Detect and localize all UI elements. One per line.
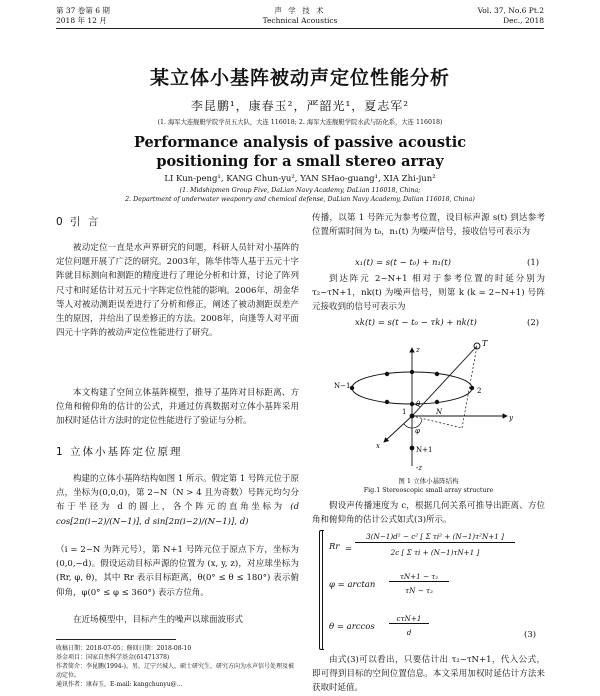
target-line [412,346,477,416]
elevation-denominator: d [406,628,412,637]
element-dot [435,400,439,404]
elevation-lhs: θ = arccos [329,622,375,632]
authors-chinese: 李昆鹏¹，康春玉²，严韶光¹，夏志军² [190,99,410,113]
coordinate-formula: (d cos[2π(i−2)/(N−1)], d sin[2π(i−2)/(N−1)], d) [56,502,300,527]
equation-3-number: (3) [524,630,537,640]
affiliation-chinese: (1. 海军大连舰艇学院学员五大队，大连 116018; 2. 海军大连舰艇学院水武与防化系，大连 116018) [157,119,443,126]
label-z-minus: -z [416,464,423,472]
figure-caption-english: Fig.1 Stereoscopic small array structure [363,487,494,494]
element-dot [435,372,439,376]
label-T: T [482,339,488,348]
equation-2: xk(t) = s(t − t₀ − τk) + nk(t) [355,318,477,328]
issue-info: Vol. 37, No.6 Pt.2 Dec., 2018 [477,6,544,25]
volume-info: 第 37 卷第 6 期 2018 年 12 月 [56,6,110,25]
intro-paragraph-2: 本文构建了空间立体基阵模型，推导了基阵对目标距离、方位角和俯仰角的估计的公式，并通过仿真数据对立体小基阵采用加权时延估计方法时的定位性能进行了验证与分析。 [56,388,299,427]
figure-caption-chinese: 图 1 立体小基阵结构 [398,477,459,485]
label-phi: φ [415,427,420,435]
element-2-dot [470,386,474,390]
array-structure-figure [312,338,545,474]
label-N-minus-1: N−1 [334,382,351,390]
intro-paragraph-1: 被动定位一直是水声界研究的问题，科研人员针对小基阵的定位问题开展了广泛的研究。2003年，陈华伟等人基于五元十字阵就目标测向和测距的精度进行了理论分析和计算，讨论了阵列尺寸和时延估计对五元十字阵定位性能的影响。2006年，胡金华等人对被动测距误差进行了分析和修正，阐述了被动测距误差产生的原因，并给出了误差修正的方法。2008年，向逢等人对平面四元十字阵的被动声定位性能进行了研究。 [56,243,299,339]
label-z: z [416,346,420,354]
equation-1-number: (1) [527,258,540,268]
range-numerator: 3(N−1)d² − c² [ Σ τi² + (N−1)τ²N+1 ] [355,532,515,543]
journal-header [56,6,544,29]
label-y: y [509,414,513,422]
azimuth-denominator: τN − τ₂ [405,586,433,595]
footnotes: 收稿日期：2018-07-05；修回日期：2018-08-10 基金项目：国家自然科学基金(61471378) 作者简介：李昆鹏(1994-)，男，辽宁兴城人，硕士研究生，研究方向为水声信号处理及被动定位。 通讯作者：康春玉，E-mail: kangchunyu@… [56,645,294,688]
x-axis [384,416,412,442]
element-n-plus-1-dot [410,446,415,451]
azimuth-lhs: φ = arctan [329,580,376,590]
signal-paragraph-2: 到达阵元 2~N+1 相对于参考位置的时延分别为 τ₂~τN+1，nk(t) 为噪声信号，则第 k (k = 2~N+1) 号阵元接收到的信号可表示为 [312,274,545,313]
journal-name: 声 学 技 术 Technical Acoustics [262,6,338,25]
authors-english: LI Kun-peng¹, KANG Chun-yu², YAN SHao-guang¹, XIA Zhi-jun² [164,174,436,184]
title-chinese: 某立体小基阵被动声定位性能分析 [149,67,450,89]
label-N-plus-1: N+1 [416,446,433,454]
label-2: 2 [477,387,482,395]
title-english: Performance analysis of passive acoustic positioning for a small stereo array [133,134,467,170]
azimuth-numerator: τN+1 − τ₂ [389,572,449,582]
principle-paragraph-1b: （i = 2~N 为阵元号），第 N+1 号阵元位于原点下方，坐标为 (0,0,−d)。假设运动目标声源的位置为 (x, y, z)，对应球坐标为 (Rr, φ, θ)，其中 Rr 表示目标距离，θ(0° ≤ θ ≤ 180°) 表示俯仰角，φ(0° ≤ φ ≤ 360°) 表示方位角。 [56,545,299,598]
conclusion-paragraph: 由式(3)可以看出，只要估计出 τ₂~τN+1，代入公式，即可得到目标的空间位置信息。本文采用加权时延估计方法来获取时延值。 [312,655,545,694]
element-dot [385,400,389,404]
element-dot [385,372,389,376]
element-n-minus-1-dot [350,386,354,390]
footnote-rule [56,639,176,640]
label-1: 1 [402,408,407,416]
principle-paragraph-2: 在近场模型中，目标产生的噪声以球面波形式 [73,615,244,625]
equation-3-system: Rr = 3(N−1)d² − c² [ Σ τi² + (N−1)τ²N+1 ] 2c [ Σ τi + (N−1)τN+1 ] φ = arctan τN+1 − τ₂ τN − τ₂ θ = arccos cτN+1 d [322,530,513,650]
label-N: N [436,408,443,416]
section-0-heading: 0 引 言 [56,216,101,228]
affiliation-english: (1. Midshipmen Group Five, DaLian Navy Academy, DaLian 116018, China; 2. Department of underwater weaponry and chemical defense, DaLian Navy Academy, Dalian 116018, China) [125,187,475,203]
label-theta: θ [416,400,421,408]
equation-2-number: (2) [527,318,540,328]
system-brace [319,530,324,650]
elevation-numerator: cτN+1 [389,614,429,624]
range-symbol: Rr [329,542,340,552]
label-x: x [376,442,380,450]
equation-1: x₁(t) = s(t − t₀) + n₁(t) [355,258,451,268]
range-denominator: 2c [ Σ τi + (N−1)τN+1 ] [390,548,480,557]
principle-paragraph-1a: 构建的立体小基阵结构如图 1 所示。假定第 1 号阵元位于原点，坐标为(0,0,0)，第 2~N（N > 4 且为奇数）号阵元均匀分布于半径为 d 的圆上，各个阵元的直角坐标为 (d cos[2π(i−2)/(N−1)], d sin[2π(i−2)/(N−1)], d) [56,474,300,527]
signal-paragraph-1: 传播，以第 1 号阵元为参考位置，设目标声源 s(t) 到达参考位置所需时间为 t₀，n₁(t) 为噪声信号，接收信号可表示为 [312,213,545,238]
estimation-paragraph: 假设声传播速度为 c，根据几何关系可推导出距离、方位角和俯仰角的估计公式如式(3)所示。 [312,501,545,526]
section-1-heading: 1 立体小基阵定位原理 [56,446,183,458]
